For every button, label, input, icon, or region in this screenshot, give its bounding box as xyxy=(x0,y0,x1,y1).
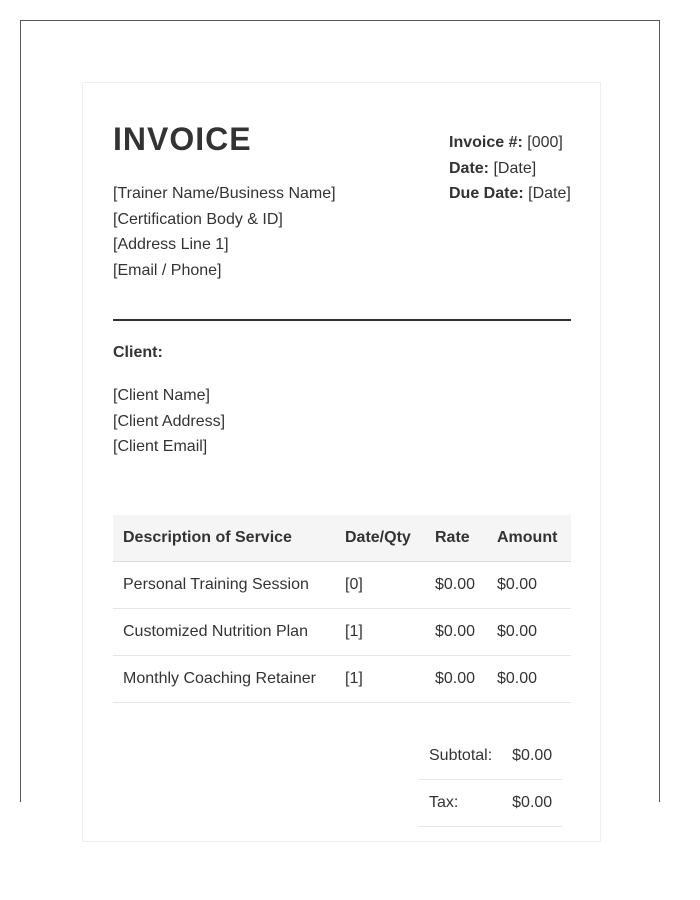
trainer-name: [Trainer Name/Business Name] xyxy=(113,185,336,202)
service-description: Monthly Coaching Retainer xyxy=(113,656,335,703)
subtotal-value: $0.00 xyxy=(502,733,562,780)
page-frame xyxy=(20,20,660,811)
service-rate: $0.00 xyxy=(425,656,487,703)
invoice-meta xyxy=(449,130,571,207)
services-table xyxy=(113,515,571,703)
service-amount: $0.00 xyxy=(487,656,571,703)
service-rate: $0.00 xyxy=(425,609,487,656)
trainer-contact: [Email / Phone] xyxy=(113,261,222,279)
service-description: Customized Nutrition Plan xyxy=(113,609,335,656)
table-row xyxy=(113,656,571,703)
invoice-title: INVOICE xyxy=(113,121,252,157)
invoice-sheet xyxy=(82,82,601,842)
service-amount: $0.00 xyxy=(487,609,571,656)
service-qty: [1] xyxy=(335,656,425,703)
trainer-info xyxy=(113,181,336,283)
subtotal-row xyxy=(419,733,562,780)
column-header-rate: Rate xyxy=(425,515,487,562)
client-email: [Client Email] xyxy=(113,438,208,455)
service-rate: $0.00 xyxy=(425,562,487,609)
invoice-date-label: Date: xyxy=(449,159,490,177)
certification-info: [Certification Body & ID] xyxy=(113,210,283,228)
tax-row xyxy=(419,780,562,827)
trainer-address: [Address Line 1] xyxy=(113,236,229,253)
client-info xyxy=(113,383,225,460)
due-date-value: [Date] xyxy=(528,185,571,202)
service-description: Personal Training Session xyxy=(113,562,335,609)
service-qty: [1] xyxy=(335,609,425,656)
due-date-row xyxy=(449,181,571,207)
client-address: [Client Address] xyxy=(113,412,226,430)
due-date-label: Due Date: xyxy=(449,185,524,202)
table-row xyxy=(113,562,571,609)
column-header-amount: Amount xyxy=(487,515,571,562)
service-qty: [0] xyxy=(335,562,425,609)
header-divider xyxy=(113,319,571,321)
client-label: Client: xyxy=(113,344,163,361)
table-header-row xyxy=(113,515,571,562)
tax-value: $0.00 xyxy=(502,780,562,827)
invoice-number-label: Invoice #: xyxy=(449,134,523,151)
subtotal-label: Subtotal: xyxy=(419,733,502,780)
invoice-number-row xyxy=(449,130,571,156)
service-amount: $0.00 xyxy=(487,562,571,609)
invoice-date-row xyxy=(449,156,571,182)
invoice-number-value: [000] xyxy=(527,134,563,151)
column-header-date-qty: Date/Qty xyxy=(335,515,425,562)
totals-table xyxy=(419,733,562,827)
client-name: [Client Name] xyxy=(113,387,210,404)
invoice-date-value: [Date] xyxy=(493,159,537,177)
tax-label: Tax: xyxy=(419,780,502,827)
table-row xyxy=(113,609,571,656)
column-header-description: Description of Service xyxy=(113,515,335,562)
